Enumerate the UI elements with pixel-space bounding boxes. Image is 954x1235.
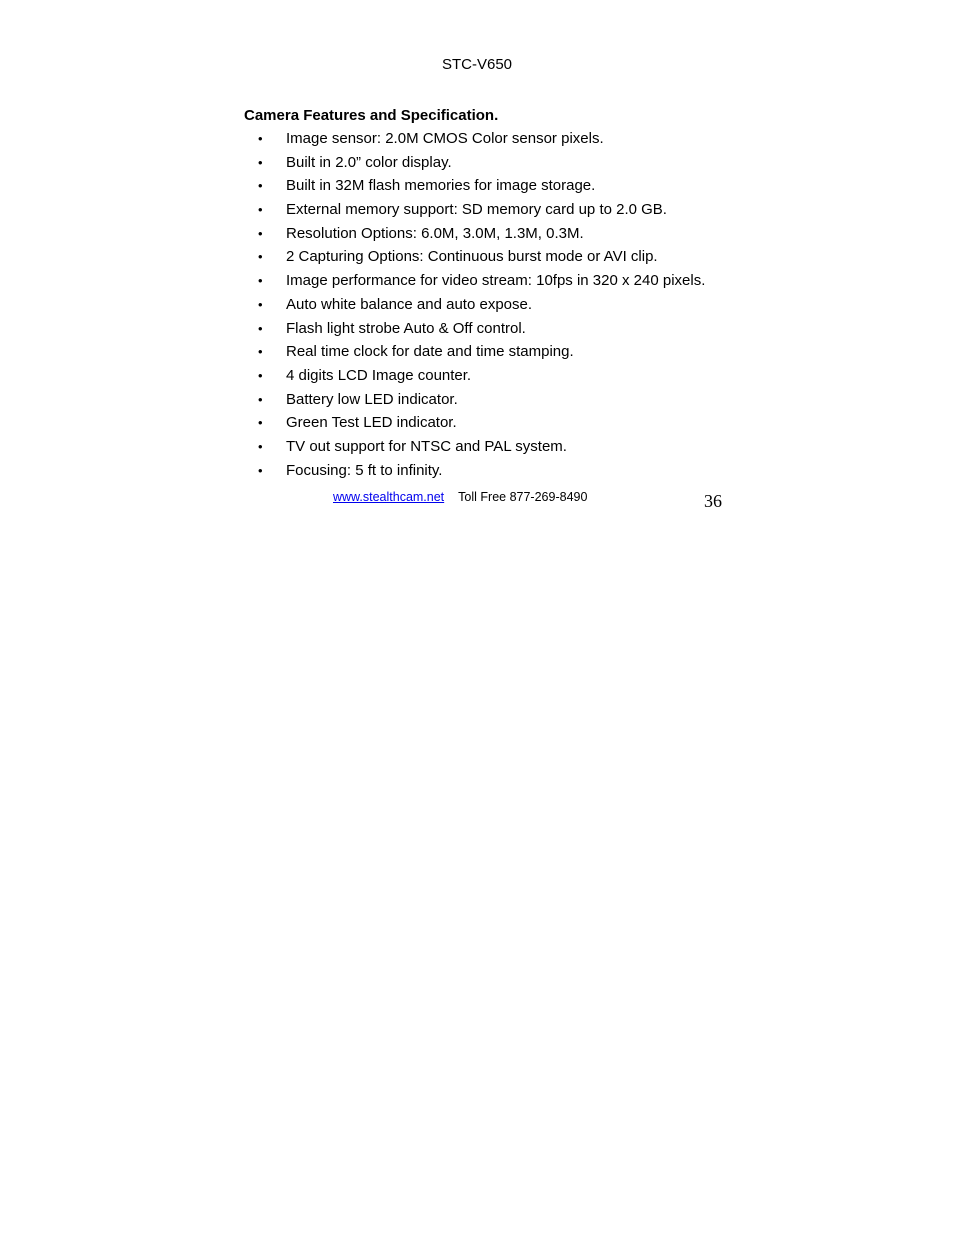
website-link[interactable]: www.stealthcam.net <box>333 490 445 504</box>
list-item <box>244 459 764 483</box>
feature-text: External memory support: SD memory card up to 2.0 GB. <box>286 201 667 219</box>
list-item <box>244 245 764 269</box>
bullet-icon: • <box>258 462 263 478</box>
list-item <box>244 293 764 317</box>
bullet-icon: • <box>258 391 263 407</box>
bullet-icon: • <box>258 225 263 241</box>
feature-text: Flash light strobe Auto & Off control. <box>286 319 526 337</box>
list-item <box>244 435 764 459</box>
bullet-icon: • <box>258 344 263 360</box>
toll-free-number: Toll Free 877-269-8490 <box>458 490 588 504</box>
section-title: Camera Features and Specification. <box>244 107 499 124</box>
feature-text: Auto white balance and auto expose. <box>286 295 533 313</box>
footer <box>333 489 587 505</box>
list-item <box>244 127 764 151</box>
bullet-icon: • <box>258 131 263 146</box>
page-header-model: STC-V650 <box>441 56 513 73</box>
bullet-icon: • <box>258 320 263 336</box>
feature-text: Battery low LED indicator. <box>286 390 458 408</box>
list-item <box>244 411 764 435</box>
bullet-icon: • <box>258 296 263 312</box>
list-item <box>244 151 764 175</box>
feature-text: Image performance for video stream: 10fps in 320 x 240 pixels. <box>286 272 706 290</box>
list-item <box>244 198 764 222</box>
feature-text: Resolution Options: 6.0M, 3.0M, 1.3M, 0.3M. <box>286 224 584 242</box>
feature-text: Built in 2.0” color display. <box>286 153 452 171</box>
feature-text: Image sensor: 2.0M CMOS Color sensor pixels. <box>286 130 604 147</box>
list-item <box>244 222 764 246</box>
bullet-icon: • <box>258 154 263 170</box>
feature-text: 2 Capturing Options: Continuous burst mode or AVI clip. <box>286 248 658 266</box>
bullet-icon: • <box>258 202 263 218</box>
feature-text: Real time clock for date and time stamping. <box>286 343 574 361</box>
bullet-icon: • <box>258 438 263 454</box>
list-item <box>244 269 764 293</box>
bullet-icon: • <box>258 415 263 431</box>
list-item <box>244 174 764 198</box>
bullet-icon: • <box>258 249 263 265</box>
feature-text: 4 digits LCD Image counter. <box>286 366 472 384</box>
feature-text: Built in 32M flash memories for image storage. <box>286 177 596 195</box>
feature-text: Green Test LED indicator. <box>286 414 457 432</box>
bullet-icon: • <box>258 273 263 289</box>
page-number: 36 <box>704 491 722 511</box>
list-item <box>244 340 764 364</box>
list-item <box>244 317 764 341</box>
list-item <box>244 364 764 388</box>
feature-list <box>244 127 764 482</box>
bullet-icon: • <box>258 178 263 194</box>
bullet-icon: • <box>258 367 263 383</box>
list-item <box>244 388 764 412</box>
feature-text: Focusing: 5 ft to infinity. <box>286 461 443 479</box>
feature-text: TV out support for NTSC and PAL system. <box>286 437 567 455</box>
